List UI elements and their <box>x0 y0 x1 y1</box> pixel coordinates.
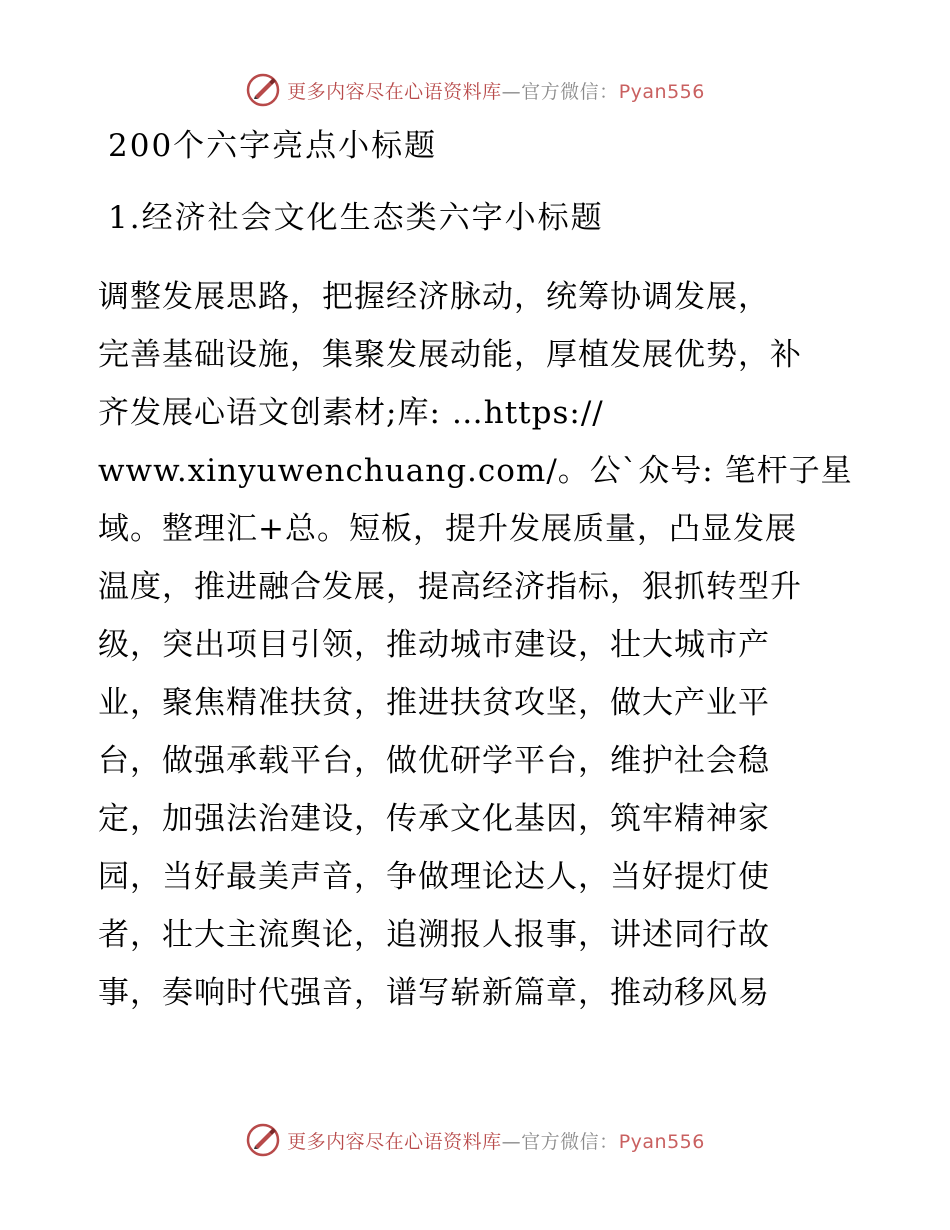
document-title: 200个六字亮点小标题 <box>108 128 438 164</box>
watermark-account: Pyan556 <box>618 80 705 103</box>
body-line: 者，壮大主流舆论，追溯报人报事，讲述同行故 <box>98 917 770 953</box>
watermark-text <box>287 77 705 104</box>
body-line: www.xinyuwenchuang.com/。公`众号: 笔杆子星 <box>98 453 853 489</box>
watermark-label: 官方微信： <box>521 80 619 103</box>
watermark-title: 更多内容尽在心语资料库 <box>287 80 502 103</box>
body-line: 温度，推进融合发展，提高经济指标，狠抓转型升 <box>98 569 802 605</box>
watermark-account: Pyan556 <box>618 1130 705 1153</box>
body-line: 园，当好最美声音，争做理论达人，当好提灯使 <box>98 859 770 895</box>
footer-watermark <box>0 1120 950 1160</box>
body-line: 级，突出项目引领，推动城市建设，壮大城市产 <box>98 627 770 663</box>
body-paragraph <box>98 268 858 1022</box>
body-line: 台，做强承载平台，做优研学平台，维护社会稳 <box>98 743 770 779</box>
body-line: 事，奏响时代强音，谱写崭新篇章，推动移风易 <box>98 975 770 1011</box>
watermark-dash: — <box>501 1130 522 1153</box>
section-heading: 1.经济社会文化生态类六字小标题 <box>108 200 604 236</box>
watermark-text <box>287 1127 705 1154</box>
header-watermark <box>0 70 950 110</box>
body-line: 业，聚焦精准扶贫，推进扶贫攻坚，做大产业平 <box>98 685 770 721</box>
body-line: 齐发展心语文创素材;库: …https:// <box>98 395 604 431</box>
brand-logo-icon <box>245 1122 281 1158</box>
body-line: 域。整理汇+总。短板，提升发展质量，凸显发展 <box>98 511 797 547</box>
brand-logo-icon <box>245 72 281 108</box>
watermark-dash: — <box>501 80 522 103</box>
watermark-title: 更多内容尽在心语资料库 <box>287 1130 502 1153</box>
watermark-label: 官方微信： <box>521 1130 619 1153</box>
body-line: 调整发展思路，把握经济脉动，统筹协调发展， <box>98 279 770 315</box>
body-line: 定，加强法治建设，传承文化基因，筑牢精神家 <box>98 801 770 837</box>
body-line: 完善基础设施，集聚发展动能，厚植发展优势，补 <box>98 337 802 373</box>
